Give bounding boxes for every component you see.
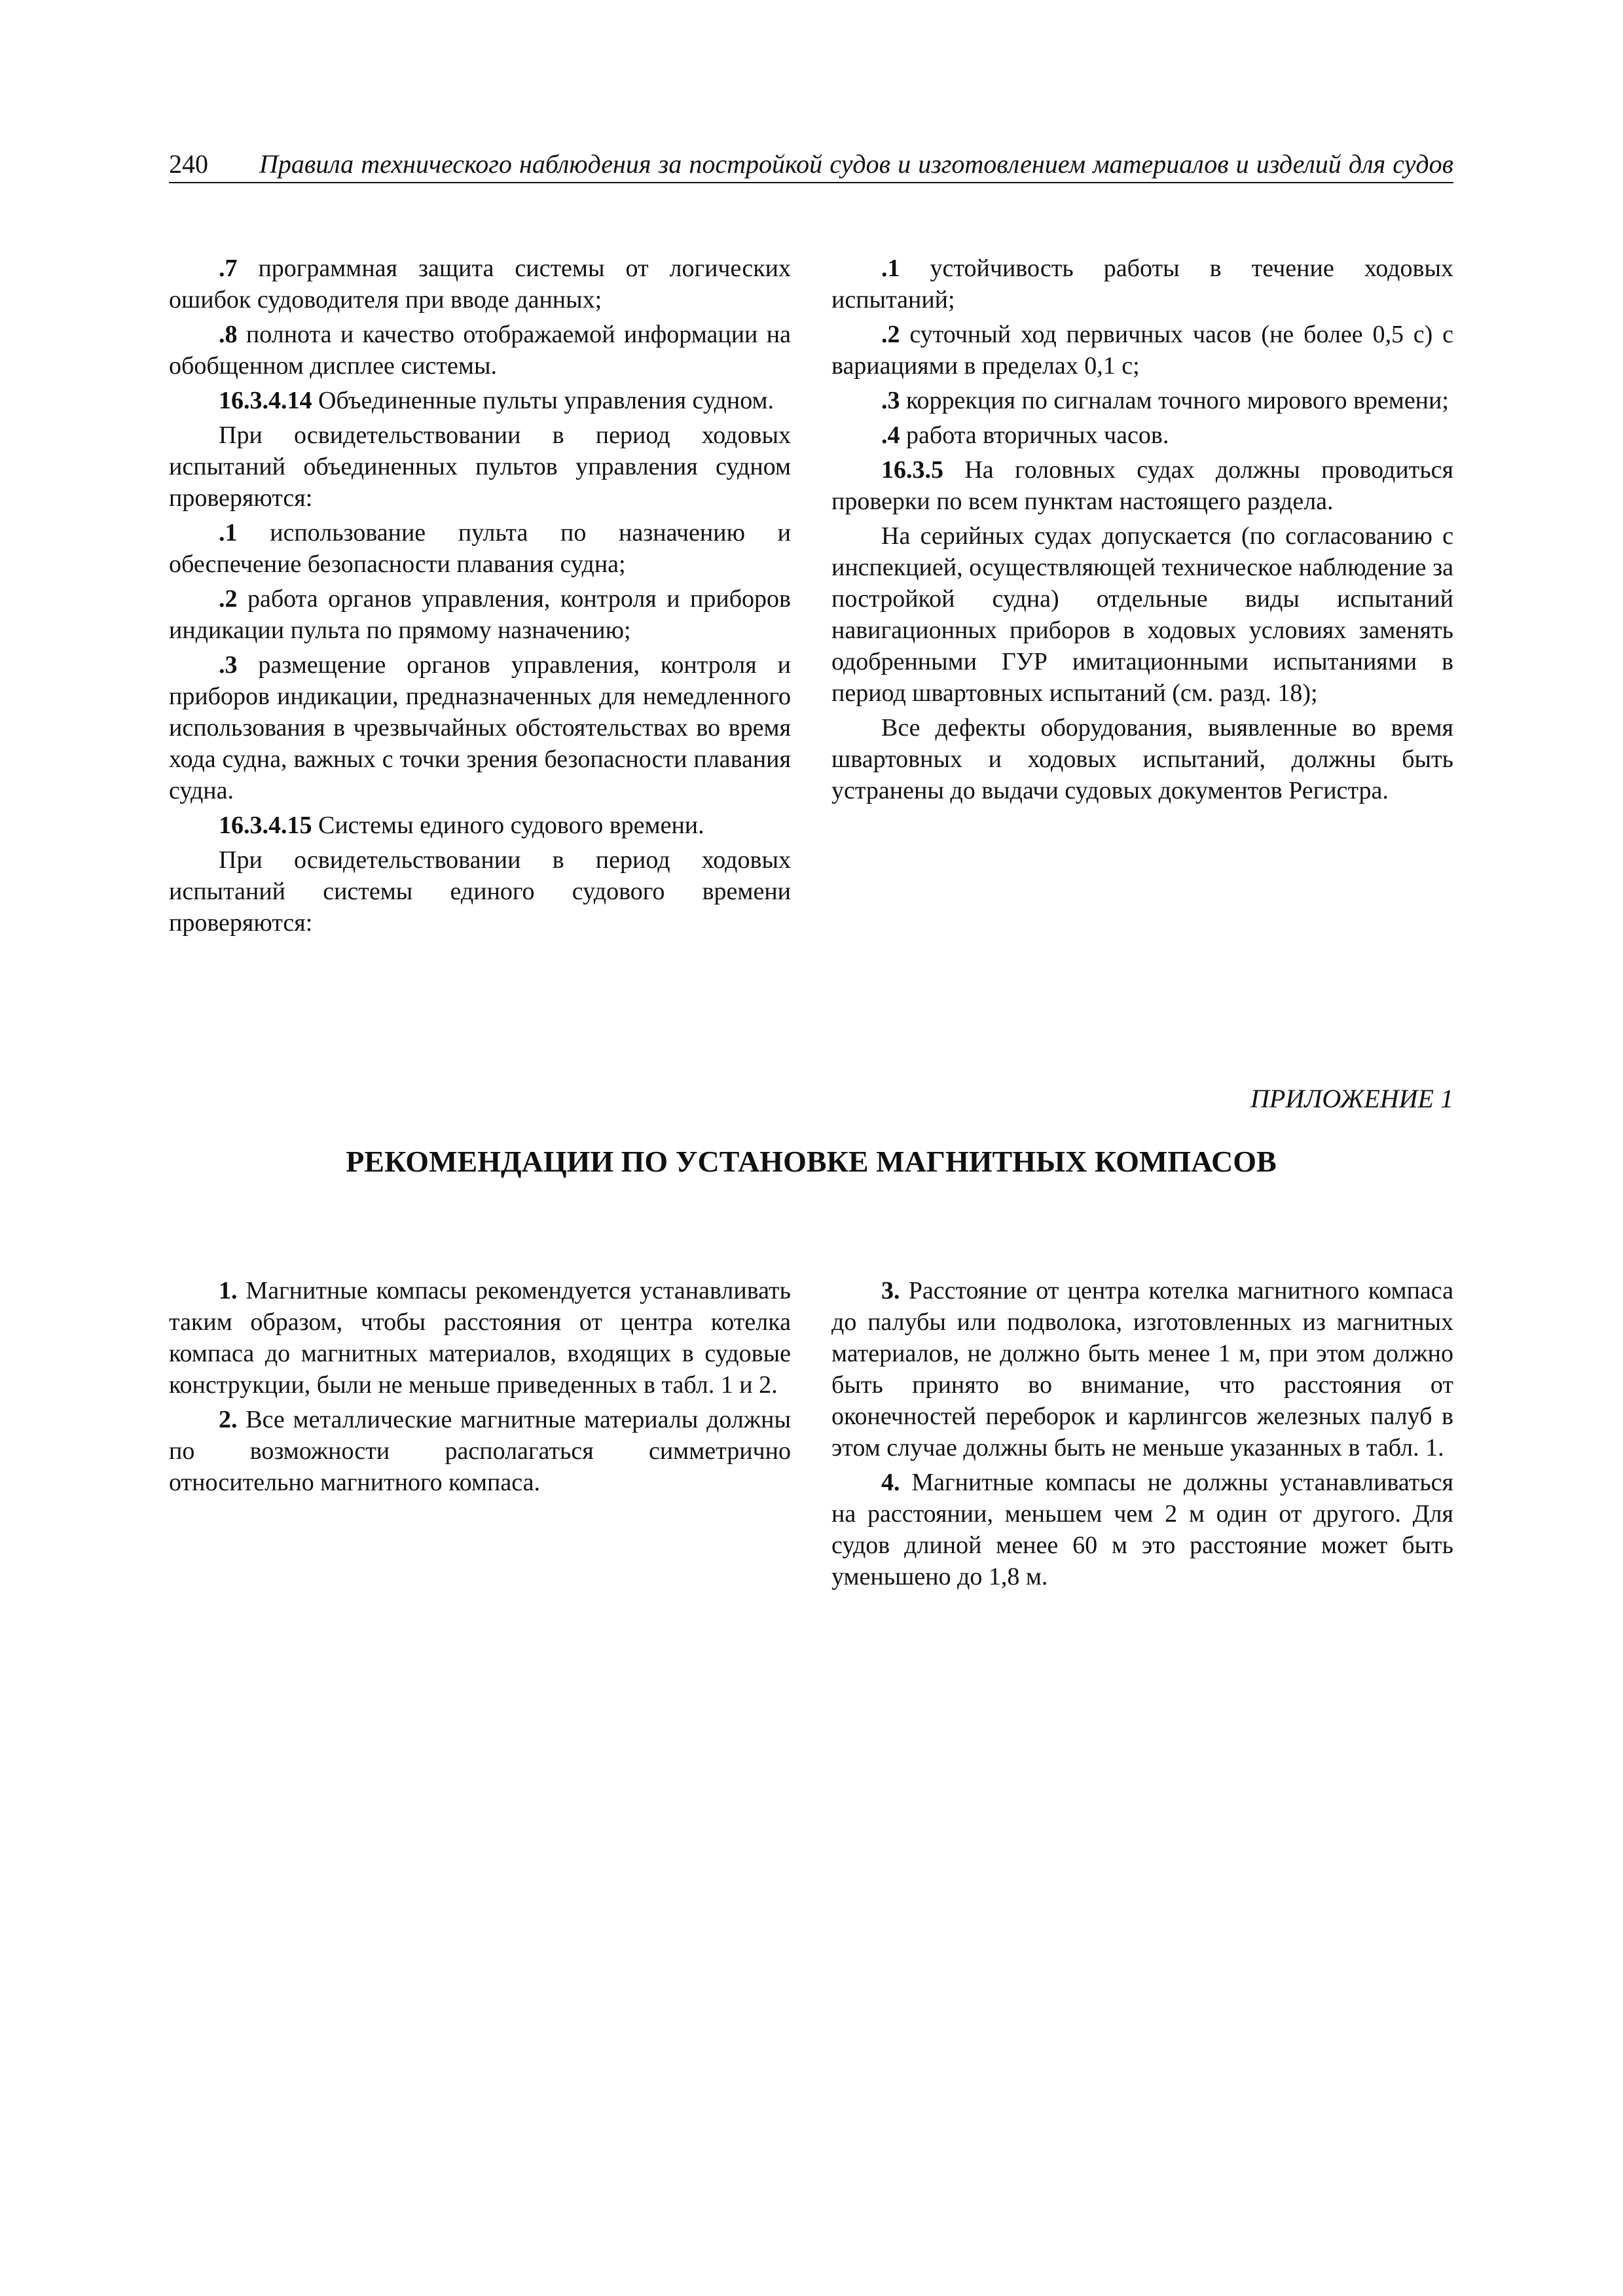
paragraph bbox=[169, 1275, 791, 1401]
item-text: Расстояние от центра котелка магнитного компаса до палубы или подволока, изготовленных из магнитных материалов, не должно быть менее 1 м, при этом должно быть принято во внимание, что расстояния от оконечностей переборок и карлингсов железных палуб в этом случае должны быть не меньше указанных в табл. 1. bbox=[831, 1277, 1453, 1462]
item-number: 4. bbox=[881, 1469, 900, 1496]
item-text: Магнитные компасы не должны устанавливаться на расстоянии, меньшем чем 2 м один от другого. Для судов длиной менее 60 м это расстояние может быть уменьшено до 1,8 м. bbox=[831, 1469, 1453, 1590]
item-text: Все металлические магнитные материалы должны по возможности располагаться симметрично относительно магнитного компаса. bbox=[169, 1406, 791, 1496]
item-number: 16.3.4.14 bbox=[219, 387, 312, 414]
item-text: коррекция по сигналам точного мирового времени; bbox=[900, 387, 1449, 414]
item-text: Объединенные пульты управления судном. bbox=[312, 387, 775, 414]
paragraph bbox=[831, 454, 1453, 517]
item-text: суточный ход первичных часов (не более 0,5 с) с вариациями в пределах 0,1 с; bbox=[831, 321, 1453, 380]
paragraph bbox=[169, 319, 791, 382]
item-text: полнота и качество отображаемой информации на обобщенном дисплее системы. bbox=[169, 321, 791, 380]
item-number: 3. bbox=[881, 1277, 900, 1304]
paragraph bbox=[831, 253, 1453, 315]
page-header bbox=[169, 145, 1453, 183]
item-number: .2 bbox=[219, 585, 238, 613]
paragraph bbox=[169, 810, 791, 841]
paragraph bbox=[169, 583, 791, 646]
item-text: Все дефекты оборудования, выявленные во время швартовных и ходовых испытаний, должны быть устранены до выдачи судовых документов Регистра. bbox=[831, 714, 1453, 804]
item-number: .1 bbox=[881, 255, 900, 282]
item-number: .1 bbox=[219, 519, 238, 547]
item-number: 2. bbox=[219, 1406, 238, 1433]
item-text: программная защита системы от логических ошибок судоводителя при вводе данных; bbox=[169, 255, 791, 314]
item-text: На серийных судах допускается (по согласованию с инспекцией, осуществляющей техническое наблюдение за постройкой судна) отдельные виды испытаний навигационных приборов в ходовых условиях заменять одобренными ГУР имитационными испытаниями в период швартовных испытаний (см. разд. 18); bbox=[831, 522, 1453, 707]
item-number: 1. bbox=[219, 1277, 238, 1304]
appendix-label: ПРИЛОЖЕНИЕ 1 bbox=[1250, 1084, 1453, 1113]
paragraph bbox=[831, 520, 1453, 709]
paragraph bbox=[831, 420, 1453, 451]
item-number: .3 bbox=[219, 651, 238, 679]
paragraph bbox=[169, 1404, 791, 1498]
paragraph bbox=[169, 649, 791, 806]
item-number: 16.3.4.15 bbox=[219, 812, 312, 839]
item-text: использование пульта по назначению и обеспечение безопасности плавания судна; bbox=[169, 519, 791, 578]
item-text: Магнитные компасы рекомендуется устанавливать таким образом, чтобы расстояния от центра котелка компаса до магнитных материалов, входящих в судовые конструкции, были не меньше приведенных в табл. 1 и 2. bbox=[169, 1277, 791, 1399]
item-text: При освидетельствовании в период ходовых испытаний системы единого судового времени проверяются: bbox=[169, 846, 791, 937]
left-column-bottom bbox=[169, 1275, 791, 1501]
paragraph bbox=[169, 420, 791, 514]
item-text: При освидетельствовании в период ходовых испытаний объединенных пультов управления судном проверяются: bbox=[169, 422, 791, 512]
paragraph bbox=[831, 1275, 1453, 1463]
item-number: .8 bbox=[219, 321, 238, 348]
item-text: устойчивость работы в течение ходовых испытаний; bbox=[831, 255, 1453, 314]
item-text: размещение органов управления, контроля и приборов индикации, предназначенных для немедленного использования в чрезвычайных обстоятельствах во время хода судна, важных с точки зрения безопасности плавания судна. bbox=[169, 651, 791, 804]
paragraph bbox=[831, 319, 1453, 382]
running-title: Правила технического наблюдения за постройкой судов и изготовлением материалов и изделий для судов bbox=[259, 149, 1453, 179]
item-text: работа вторичных часов. bbox=[900, 422, 1169, 449]
right-column-bottom bbox=[831, 1275, 1453, 1596]
item-text: На головных судах должны проводиться проверки по всем пунктам настоящего раздела. bbox=[831, 456, 1453, 515]
item-number: .2 bbox=[881, 321, 900, 348]
paragraph bbox=[831, 1467, 1453, 1592]
paragraph bbox=[831, 385, 1453, 416]
paragraph bbox=[169, 253, 791, 315]
item-number: .7 bbox=[219, 255, 238, 282]
page-number: 240 bbox=[169, 149, 208, 179]
paragraph bbox=[169, 844, 791, 939]
item-number: .4 bbox=[881, 422, 900, 449]
item-number: .3 bbox=[881, 387, 900, 414]
appendix-title: РЕКОМЕНДАЦИИ ПО УСТАНОВКЕ МАГНИТНЫХ КОМПАСОВ bbox=[346, 1145, 1277, 1178]
paragraph bbox=[169, 517, 791, 580]
paragraph bbox=[169, 385, 791, 416]
item-number: 16.3.5 bbox=[881, 456, 943, 484]
paragraph bbox=[831, 712, 1453, 806]
left-column-top bbox=[169, 253, 791, 942]
right-column-top bbox=[831, 253, 1453, 810]
item-text: Системы единого судового времени. bbox=[312, 812, 704, 839]
item-text: работа органов управления, контроля и приборов индикации пульта по прямому назначению; bbox=[169, 585, 791, 644]
